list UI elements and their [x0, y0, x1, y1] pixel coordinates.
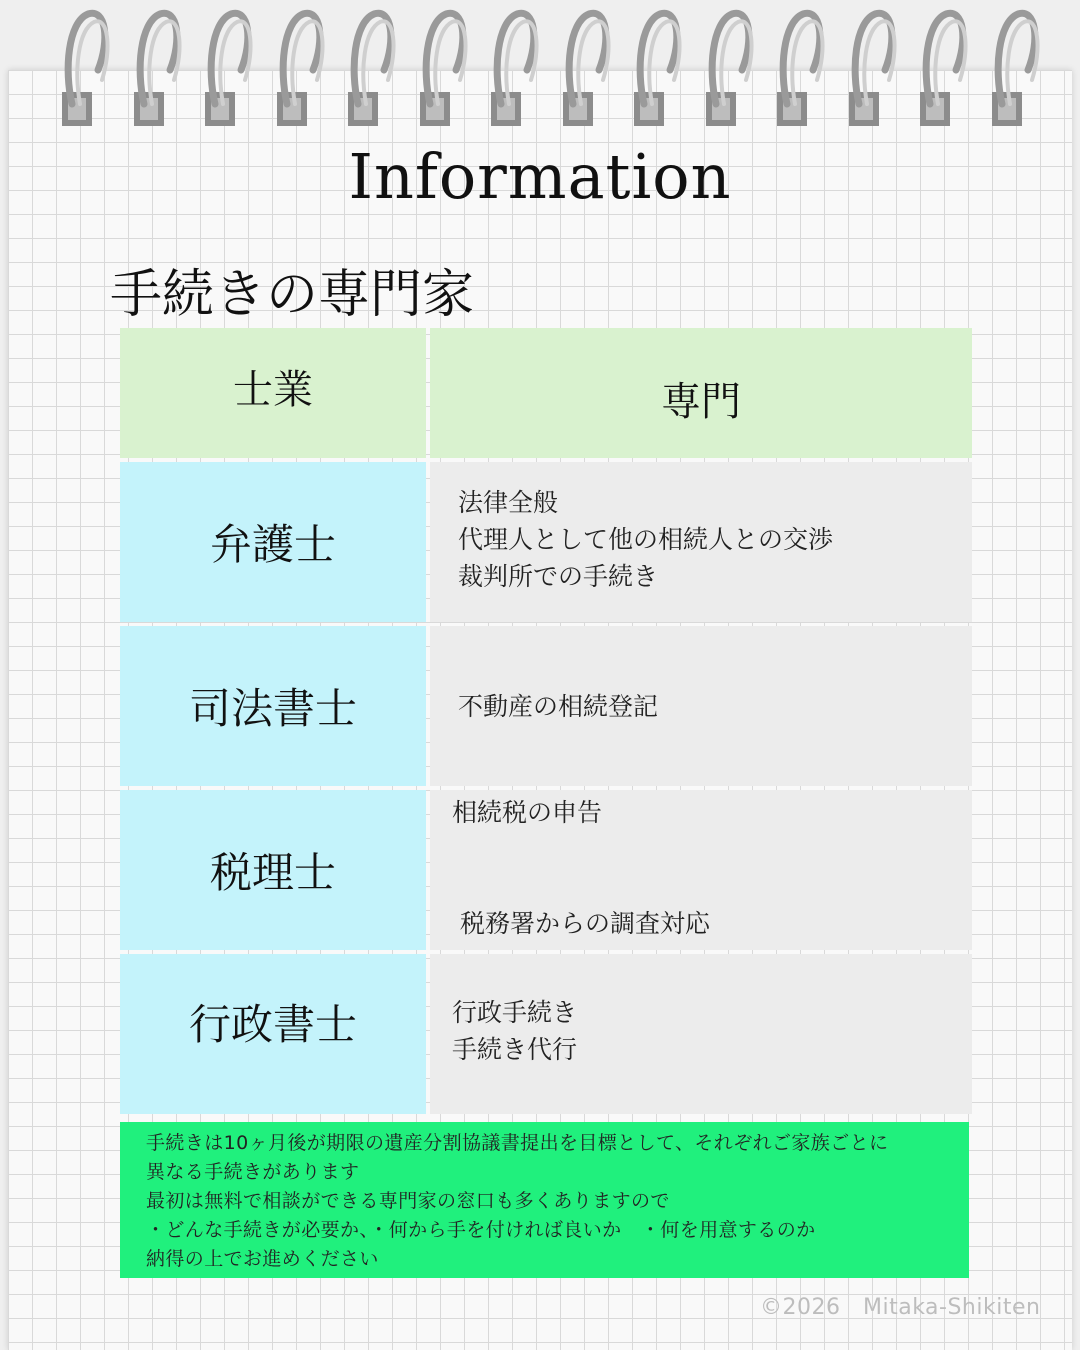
page-title: Information — [348, 140, 732, 213]
specialty-line: 法律全般 — [458, 487, 559, 517]
spiral-ring-icon — [916, 0, 976, 128]
note-line: ・どんな手続きが必要か、・何から手を付ければ良いか ・何を用意するのか — [146, 1219, 816, 1241]
specialty-line: 代理人として他の相続人との交渉 — [458, 524, 834, 554]
note-line: 最初は無料で相談ができる専門家の窓口も多くありますので — [146, 1190, 670, 1212]
spiral-ring-icon — [130, 0, 190, 128]
profession-cell-lawyer: 弁護士 — [120, 462, 426, 622]
profession-cell-judicial-scrivener: 司法書士 — [120, 626, 426, 786]
note-line: 異なる手続きがあります — [146, 1161, 360, 1183]
spiral-ring-icon — [416, 0, 476, 128]
specialty-cell-lawyer — [430, 462, 972, 622]
profession-cell-tax-accountant: 税理士 — [120, 790, 426, 950]
specialty-line: 手続き代行 — [452, 1035, 578, 1064]
specialty-cell-tax-accountant — [430, 790, 972, 950]
spiral-ring-icon — [344, 0, 404, 128]
profession-cell-administrative-scrivener: 行政書士 — [120, 954, 426, 1114]
spiral-ring-icon — [273, 0, 333, 128]
specialty-line: 税務署からの調査対応 — [452, 909, 710, 938]
spiral-ring-icon — [845, 0, 905, 128]
spiral-ring-icon — [702, 0, 762, 128]
specialty-line: 相続税の申告 — [452, 798, 603, 827]
table-header-specialty: 専門 — [430, 328, 972, 458]
spiral-ring-icon — [630, 0, 690, 128]
info-note-box — [120, 1122, 969, 1278]
spiral-ring-icon — [201, 0, 261, 128]
section-subtitle: 手続きの専門家 — [110, 265, 475, 325]
note-line: 手続きは10ヶ月後が期限の遺産分割協議書提出を目標として、それぞれご家族ごとに — [146, 1132, 889, 1154]
specialty-line: 不動産の相続登記 — [458, 691, 659, 721]
spiral-ring-icon — [988, 0, 1048, 128]
specialty-cell-administrative-scrivener — [430, 954, 972, 1114]
specialty-line: 行政手続き — [452, 998, 578, 1027]
spiral-ring-icon — [773, 0, 833, 128]
spiral-ring-icon — [559, 0, 619, 128]
spiral-ring-icon — [487, 0, 547, 128]
note-line: 納得の上でお進めください — [146, 1248, 379, 1270]
copyright-text: ©2026 Mitaka-Shikiten — [760, 1295, 1041, 1320]
specialty-line: 裁判所での手続き — [458, 561, 659, 591]
spiral-ring-icon — [58, 0, 118, 128]
table-header-profession: 士業 — [120, 328, 426, 458]
